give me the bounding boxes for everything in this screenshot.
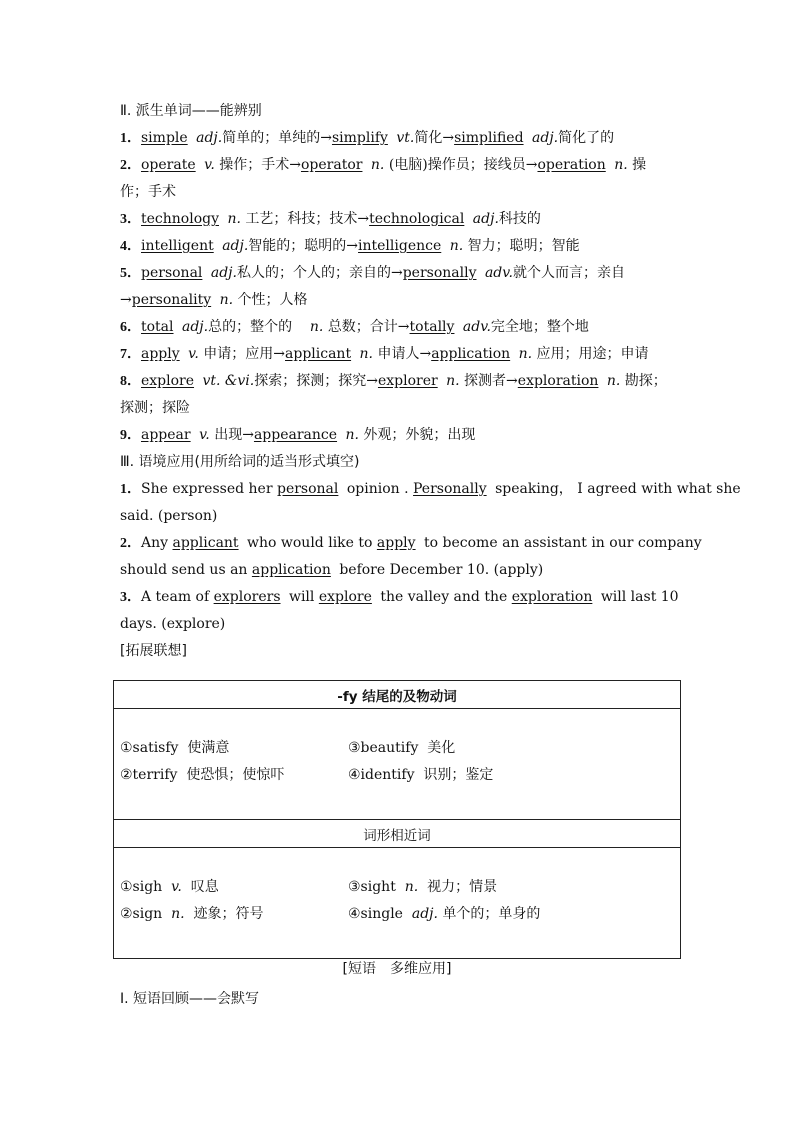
- exercise-sentence-continued: should send us an application before December 10. (apply): [120, 562, 544, 578]
- list-item: ④single adj. 单个的；单身的: [348, 906, 541, 922]
- phrase-section-label: [短语 多维应用]: [342, 961, 452, 977]
- list-item: ③beautify 美化: [348, 740, 456, 756]
- table-cell-similar: [114, 848, 681, 959]
- exercise-sentence-continued: said. (person): [120, 508, 218, 524]
- list-item: 6．total adj.总的；整个的 n. 总数；合计→totally adv.完全地；整个地: [120, 319, 589, 335]
- list-item: ①satisfy 使满意: [120, 740, 230, 756]
- exercise-sentence: 2．Any applicant who would like to apply to become an assistant in our company: [120, 535, 702, 551]
- list-item: ④identify 识别；鉴定: [348, 767, 494, 783]
- list-item: 1．simple adj.简单的；单纯的→simplify vt.简化→simplified adj.简化了的: [120, 130, 615, 146]
- document-body: [120, 98, 741, 665]
- list-item: 7．apply v. 申请；应用→applicant n. 申请人→application n. 应用；用途；申请: [120, 346, 649, 362]
- section-3-heading: Ⅲ. 语境应用(用所给词的适当形式填空): [120, 454, 360, 470]
- exercise-sentence: 1．She expressed her personal opinion . Personally speaking， I agreed with what she: [120, 481, 741, 497]
- list-item: ②terrify 使恐惧；使惊吓: [120, 767, 285, 783]
- list-item-continued: 探测；探险: [120, 400, 190, 416]
- list-item-continued: 作；手术: [120, 184, 176, 200]
- table-header-similar: 词形相近词: [114, 820, 681, 848]
- exercise-sentence-continued: days. (explore): [120, 616, 226, 632]
- list-item: 3．technology n. 工艺；科技；技术→technological adj.科技的: [120, 211, 541, 227]
- list-item: 8．explore vt. &vi.探索；探测；探究→explorer n. 探测者→exploration n. 勘探；: [120, 373, 667, 389]
- phrase-heading: Ⅰ. 短语回顾——会默写: [120, 991, 260, 1007]
- list-item-continued: →personality n. 个性；人格: [120, 292, 308, 308]
- list-item: 2．operate v. 操作；手术→operator n. (电脑)操作员；接线员→operation n. 操: [120, 157, 647, 173]
- vocabulary-table: [113, 680, 681, 959]
- list-item: ②sign n. 迹象；符号: [120, 906, 264, 922]
- section-2-heading: Ⅱ. 派生单词——能辨别: [120, 103, 262, 119]
- exercise-sentence: 3．A team of explorers will explore the valley and the exploration will last 10: [120, 589, 679, 605]
- list-item: 5．personal adj.私人的；个人的；亲自的→personally adv.就个人而言；亲自: [120, 265, 625, 281]
- list-item: ①sigh v. 叹息: [120, 879, 219, 895]
- table-header-fy: -fy 结尾的及物动词: [114, 681, 681, 709]
- extend-label: [拓展联想]: [120, 643, 187, 659]
- list-item: 4．intelligent adj.智能的；聪明的→intelligence n. 智力；聪明；智能: [120, 238, 580, 254]
- table-cell-fy: [114, 709, 681, 820]
- list-item: 9．appear v. 出现→appearance n. 外观；外貌；出现: [120, 427, 476, 443]
- list-item: ③sight n. 视力；情景: [348, 879, 498, 895]
